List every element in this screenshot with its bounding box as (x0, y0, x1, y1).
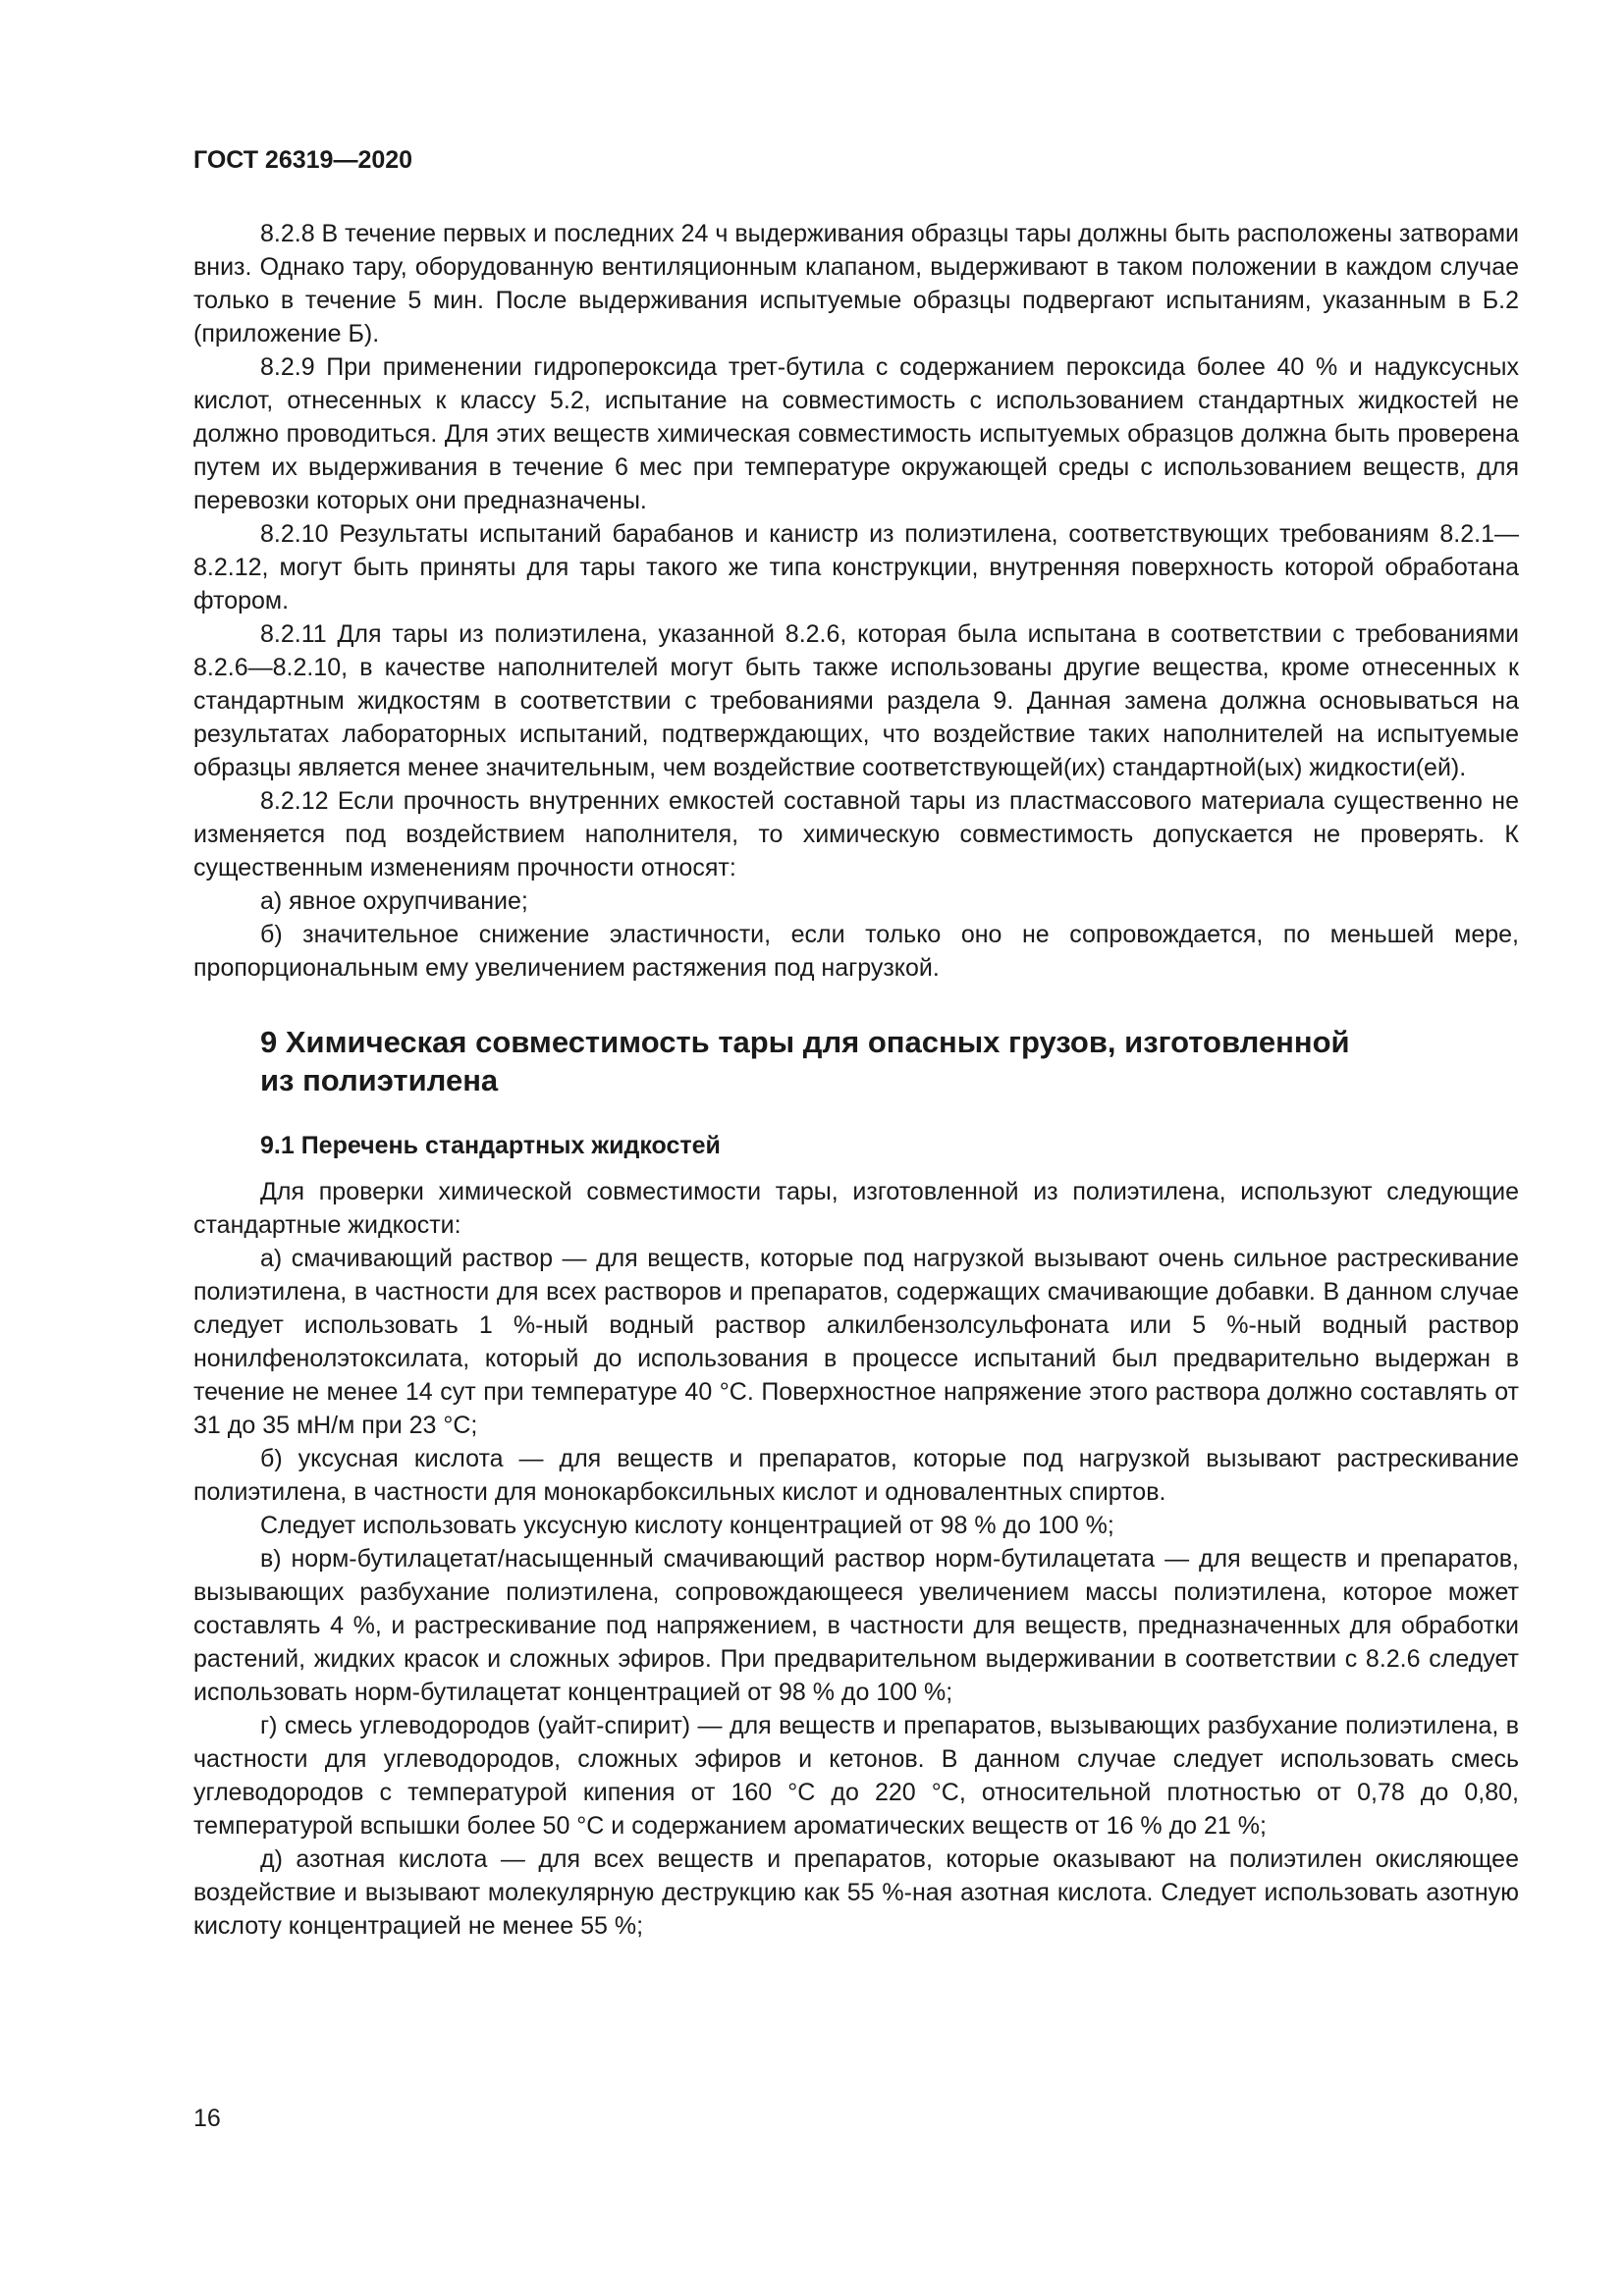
liquid-item-b-note: Следует использовать уксусную кислоту концентрацией от 98 % до 100 %; (260, 1512, 1114, 1539)
liquid-item-a: а) смачивающий раствор — для веществ, которые под нагрузкой вызывают очень сильное растрескивание полиэтилена, в частности для всех растворов и препаратов, содержащих смачивающие добавки. В данном случае следует использовать 1 %-ный водный раствор алкилбензолсульфоната или 5 %-ный водный раствор нонилфенолэтоксилата, который до использования в процессе испытаний был предварительно выдержан в течение не менее 14 сут при температуре 40 °С. Поверхностное напряжение этого раствора должно составлять от 31 до 35 мН/м при 23 °С; (193, 1245, 1519, 1439)
subsection-9-1-title: 9.1 Перечень стандартных жидкостей (260, 1132, 721, 1159)
liquid-item-v: в) норм-бутилацетат/насыщенный смачивающий раствор норм-бутилацетата — для веществ и препаратов, вызывающих разбухание полиэтилена, сопровождающееся увеличением массы полиэтилена, которое может составлять 4 %, и растрескивание под напряжением, в частности для веществ, предназначенных для обработки растений, жидких красок и сложных эфиров. При предварительном выдерживании в соответствии с 8.2.6 следует использовать норм-бутилацетат концентрацией от 98 % до 100 %; (193, 1545, 1519, 1706)
list-item-b: б) значительное снижение эластичности, если только оно не сопровождается, по меньшей мере, пропорциональным ему увеличением растяжения под нагрузкой. (193, 921, 1519, 982)
page-number: 16 (193, 2105, 221, 2132)
document-header: ГОСТ 26319—2020 (193, 146, 413, 174)
document-page (193, 145, 1519, 1943)
section-9-title-line1: 9 Химическая совместимость тары для опасных грузов, изготовленной (260, 1025, 1350, 1059)
paragraph-8-2-11: 8.2.11 Для тары из полиэтилена, указанной 8.2.6, которая была испытана в соответствии с требованиями 8.2.6—8.2.10, в качестве наполнителей могут быть также использованы другие вещества, кроме отнесенных к стандартным жидкостям в соответствии с требованиями раздела 9. Данная замена должна основываться на результатах лабораторных испытаний, подтверждающих, что воздействие таких наполнителей на испытуемые образцы является менее значительным, чем воздействие соответствующей(их) стандартной(ых) жидкости(ей). (193, 620, 1519, 781)
liquid-item-g: г) смесь углеводородов (уайт-спирит) — для веществ и препаратов, вызывающих разбухание полиэтилена, в частности для углеводородов, сложных эфиров и кетонов. В данном случае следует использовать смесь углеводородов с температурой кипения от 160 °С до 220 °С, относительной плотностью от 0,78 до 0,80, температурой вспышки более 50 °С и содержанием ароматических веществ от 16 % до 21 %; (193, 1712, 1519, 1840)
paragraph-8-2-9: 8.2.9 При применении гидропероксида трет-бутила с содержанием пероксида более 40 % и надуксусных кислот, отнесенных к классу 5.2, испытание на совместимость с использованием стандартных жидкостей не должно проводиться. Для этих веществ химическая совместимость испытуемых образцов должна быть проверена путем их выдерживания в течение 6 мес при температуре окружающей среды с использованием веществ, для перевозки которых они предназначены. (193, 353, 1519, 514)
paragraph-8-2-12: 8.2.12 Если прочность внутренних емкостей составной тары из пластмассового материала существенно не изменяется под воздействием наполнителя, то химическую совместимость допускается не проверять. К существенным изменениям прочности относят: (193, 787, 1519, 881)
paragraph-8-2-8: 8.2.8 В течение первых и последних 24 ч выдерживания образцы тары должны быть расположены затворами вниз. Однако тару, оборудованную вентиляционным клапаном, выдерживают в таком положении в каждом случае только в течение 5 мин. После выдерживания испытуемые образцы подвергают испытаниям, указанным в Б.2 (приложение Б). (193, 220, 1520, 347)
list-item-a: а) явное охрупчивание; (260, 887, 528, 915)
liquid-item-b: б) уксусная кислота — для веществ и препаратов, которые под нагрузкой вызывают растрескивание полиэтилена, в частности для монокарбоксильных кислот и одновалентных спиртов. (193, 1445, 1519, 1506)
paragraph-8-2-10: 8.2.10 Результаты испытаний барабанов и канистр из полиэтилена, соответствующих требованиям 8.2.1—8.2.12, могут быть приняты для тары такого же типа конструкции, внутренняя поверхность которой обработана фтором. (193, 520, 1519, 614)
section-9-title-line2: из полиэтилена (260, 1063, 499, 1097)
liquid-item-d: д) азотная кислота — для всех веществ и препаратов, которые оказывают на полиэтилен окисляющее воздействие и вызывают молекулярную деструкцию как 55 %-ная азотная кислота. Следует использовать азотную кислоту концентрацией не менее 55 %; (193, 1845, 1519, 1940)
paragraph-9-1-intro: Для проверки химической совместимости тары, изготовленной из полиэтилена, используют следующие стандартные жидкости: (193, 1178, 1519, 1239)
section-9-title (260, 1023, 1519, 1099)
